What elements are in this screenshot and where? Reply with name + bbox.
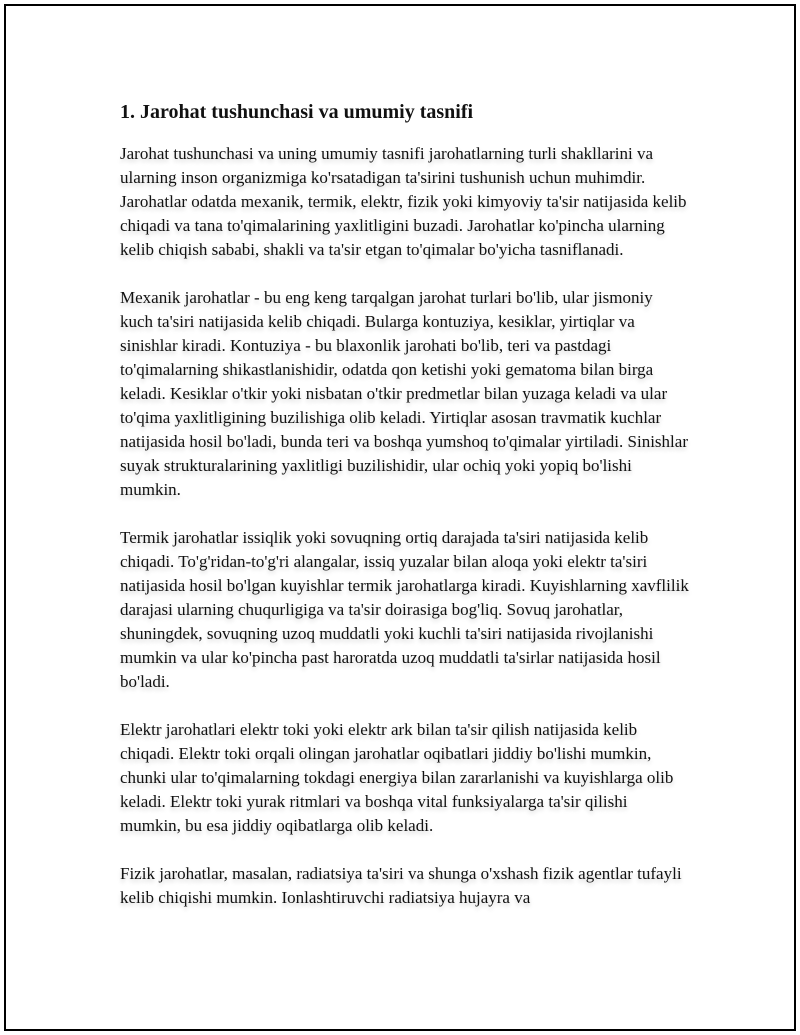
paragraph-physical: Fizik jarohatlar, masalan, radiatsiya ta'siri va shunga o'xshash fizik agentlar tufayli kelib chiqishi mumkin. Ionlashtiruvchi radiatsiya hujayra va bbox=[120, 864, 682, 907]
paragraph-mechanical: Mexanik jarohatlar - bu eng keng tarqalgan jarohat turlari bo'lib, ular jismoniy kuch ta'siri natijasida kelib chiqadi. Bularga kontuziya, kesiklar, yirtiqlar va sinishlar kiradi. Kontuziya - bu blaxonlik jarohati bo'lib, teri va pastdagi to'qimalarning shikastlanishidir, odatda qon ketishi yoki gematoma bilan birga keladi. Kesiklar o'tkir yoki nisbatan o'tkir predmetlar bilan yuzaga keladi va ular to'qima yaxlitligining buzilishiga olib keladi. Yirtiqlar asosan travmatik kuchlar natijasida hosil bo'ladi, bunda teri va boshqa yumshoq to'qimalar yirtiladi. Sinishlar suyak strukturalarining yaxlitligi buzilishidir, ular ochiq yoki yopiq bo'lishi mumkin. bbox=[120, 288, 688, 499]
paragraph-electrical: Elektr jarohatlari elektr toki yoki elektr ark bilan ta'sir qilish natijasida kelib chiqadi. Elektr toki orqali olingan jarohatlar oqibatlari jiddiy bo'lishi mumkin, chunki ular to'qimalarning tokdagi energiya bilan zararlanishi va kuyishlarga olib keladi. Elektr toki yurak ritmlari va boshqa vital funksiyalarga ta'sir qilishi mumkin, bu esa jiddiy oqibatlarga olib keladi. bbox=[120, 720, 674, 835]
section-heading: 1. Jarohat tushunchasi va umumiy tasnifi bbox=[120, 101, 474, 123]
document-page bbox=[4, 4, 796, 1031]
paragraph-intro: Jarohat tushunchasi va uning umumiy tasnifi jarohatlarning turli shakllarini va ularning inson organizmiga ko'rsatadigan ta'sirini tushunish uchun muhimdir. Jarohatlar odatda mexanik, termik, elektr, fizik yoki kimyoviy ta'sir natijasida kelib chiqadi va tana to'qimalarining yaxlitligini buzadi. Jarohatlar ko'pincha ularning kelib chiqish sababi, shakli va ta'sir etgan to'qimalar bo'yicha tasniflanadi. bbox=[120, 144, 687, 259]
paragraph-thermal: Termik jarohatlar issiqlik yoki sovuqning ortiq darajada ta'siri natijasida kelib chiqadi. To'g'ridan-to'g'ri alangalar, issiq yuzalar bilan aloqa yoki elektr ta'siri natijasida hosil bo'lgan kuyishlar termik jarohatlarga kiradi. Kuyishlarning xavflilik darajasi ularning chuqurligiga va ta'sir doirasiga bog'liq. Sovuq jarohatlar, shuningdek, sovuqning uzoq muddatli yoki kuchli ta'siri natijasida rivojlanishi mumkin va ular ko'pincha past haroratda uzoq muddatli ta'sirlar natijasida hosil bo'ladi. bbox=[120, 528, 689, 691]
document-body bbox=[120, 98, 690, 934]
